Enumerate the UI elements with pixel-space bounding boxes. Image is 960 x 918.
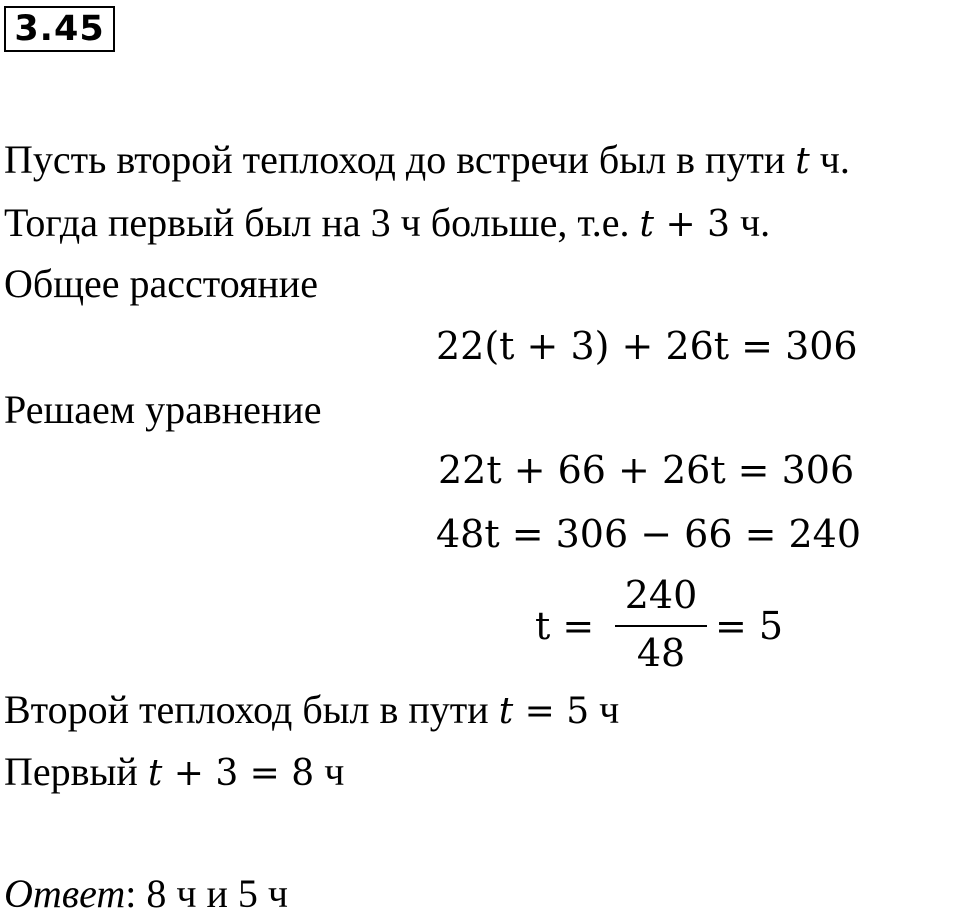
answer-text: : 8 ч и 5 ч [125,871,289,916]
math-variable: t [498,691,514,732]
text-line-6 [4,748,344,798]
text-segment: Общее расстояние [4,261,318,306]
math-expression: = 5 [513,691,590,732]
fraction-bar [615,625,707,627]
text-segment: Пусть второй теплоход до встречи был в пути [4,137,796,182]
text-segment: ч. [809,137,850,182]
equation-1: 22(t + 3) + 26t = 306 [436,324,858,368]
equation-3: 48t = 306 − 66 = 240 [436,512,862,556]
text-segment: Тогда первый был на 3 ч больше, т.е. [4,200,640,245]
text-segment: ч [314,749,345,794]
equation-lhs: t = [535,604,595,648]
problem-number: 3.45 [4,6,115,52]
text-line-4 [4,386,321,434]
text-segment: Второй теплоход был в пути [4,687,499,732]
math-variable: t [639,204,655,245]
text-line-3 [4,260,318,308]
math-variable: t [795,141,810,182]
math-expression: + 3 = 8 [162,753,315,794]
text-line-1 [4,136,850,186]
fraction-numerator: 240 [624,573,698,617]
text-segment: Решаем уравнение [4,387,322,432]
fraction-denominator: 48 [636,631,686,675]
equation-2: 22t + 66 + 26t = 306 [438,448,855,492]
answer-label: Ответ [4,871,126,916]
math-expression: + 3 [654,204,730,245]
text-segment: ч [589,687,620,732]
text-line-2 [4,199,770,249]
text-segment: ч. [729,200,771,245]
equation-rhs: = 5 [715,604,784,648]
text-segment: Первый [4,749,148,794]
math-variable: t [147,753,163,794]
text-line-5 [4,686,619,736]
answer-line [4,870,288,918]
